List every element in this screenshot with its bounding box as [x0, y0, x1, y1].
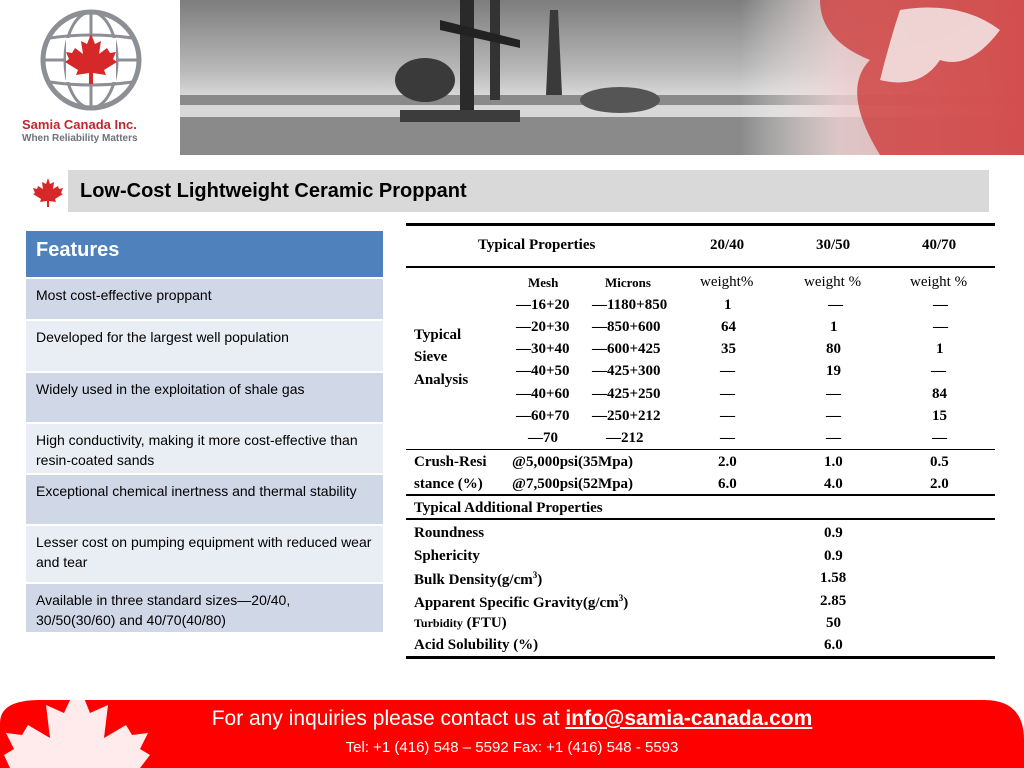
sieve-microns: —250+212 — [592, 408, 661, 424]
additional-value: 0.9 — [824, 525, 843, 541]
globe-maple-leaf-icon — [36, 8, 146, 113]
crush-label-line: Crush-Resi — [414, 454, 487, 470]
header-size-30-50: 30/50 — [816, 237, 851, 253]
sieve-mesh: —70 — [528, 430, 558, 446]
feature-item: Developed for the largest well population — [26, 321, 383, 373]
sieve-mesh: —16+20 — [516, 297, 570, 313]
sieve-value: 35 — [721, 341, 736, 357]
crush-value: 4.0 — [824, 476, 843, 492]
crush-value: 1.0 — [824, 454, 843, 470]
feature-item: High conductivity, making it more cost-effective than resin-coated sands — [26, 424, 383, 475]
unit-weight-40-70: weight % — [910, 274, 968, 290]
additional-properties-heading: Typical Additional Properties — [414, 500, 603, 516]
table-rule — [406, 223, 995, 226]
feature-item: Exceptional chemical inertness and thermal stability — [26, 475, 383, 526]
maple-leaf-icon — [32, 176, 64, 208]
oilfield-banner-image — [180, 0, 1024, 155]
additional-label: Turbidity (FTU) — [414, 615, 507, 631]
unit-weight-20-40: weight% — [700, 274, 754, 290]
sieve-microns: —1180+850 — [592, 297, 668, 313]
feature-item: Available in three standard sizes—20/40, 30/50(30/60) and 40/70(40/80) — [26, 584, 383, 634]
sieve-value: — — [826, 430, 841, 446]
features-heading: Features — [26, 231, 383, 279]
unit-weight-30-50: weight % — [804, 274, 862, 290]
crush-value: 0.5 — [930, 454, 949, 470]
sieve-value: — — [720, 363, 735, 379]
additional-label: Bulk $Density(g/cm^3)$ — [414, 570, 543, 588]
sieve-value: — — [828, 297, 843, 313]
sieve-value: — — [826, 386, 841, 402]
crush-condition: @5,000psi(35Mpa) — [512, 454, 634, 470]
sieve-value: 19 — [826, 363, 841, 379]
additional-value: 6.0 — [824, 637, 843, 653]
additional-value: 1.58 — [820, 570, 847, 586]
table-rule — [406, 266, 995, 268]
additional-label: Apparent Specific $Gravity(g/cm^3)$ — [414, 593, 629, 611]
crush-value: 2.0 — [718, 454, 737, 470]
sieve-label-line: Typical — [414, 327, 462, 343]
sieve-value: 1 — [936, 341, 944, 357]
inquiry-text: For any inquiries please contact us at — [211, 707, 566, 730]
sieve-value: — — [720, 408, 735, 424]
header-banner — [0, 0, 1024, 155]
sieve-mesh: —40+60 — [516, 386, 570, 402]
company-logo — [0, 0, 180, 155]
additional-value: 0.9 — [824, 548, 843, 564]
sieve-value: 1 — [724, 297, 732, 313]
sieve-mesh: —60+70 — [516, 408, 570, 424]
page-title: Low-Cost Lightweight Ceramic Proppant — [80, 179, 467, 202]
feature-item: Widely used in the exploitation of shale gas — [26, 373, 383, 424]
sieve-value: — — [933, 319, 948, 335]
phone-fax-line: Tel: +1 (416) 548 – 5592 Fax: +1 (416) 548 - 5593 — [345, 739, 679, 756]
sieve-value: 15 — [932, 408, 947, 424]
email-link[interactable]: info@samia-canada.com — [565, 707, 813, 730]
additional-label: Sphericity — [414, 548, 480, 564]
sieve-mesh: —20+30 — [516, 319, 570, 335]
features-table — [26, 231, 383, 634]
sieve-value: — — [931, 363, 946, 379]
typical-properties-table — [406, 223, 995, 660]
crush-value: 2.0 — [930, 476, 949, 492]
additional-value: 2.85 — [820, 593, 847, 609]
additional-value: 50 — [826, 615, 841, 631]
sieve-value: — — [826, 408, 841, 424]
feature-item: Most cost-effective proppant — [26, 279, 383, 321]
col-microns: Microns — [605, 275, 651, 290]
sieve-microns: —212 — [606, 430, 644, 446]
table-rule — [406, 494, 995, 496]
table-rule — [406, 518, 995, 520]
sieve-value: — — [933, 297, 948, 313]
contact-footer — [0, 683, 1024, 768]
additional-label: Acid Solubility (%) — [414, 637, 539, 653]
sieve-value: 84 — [932, 386, 947, 402]
table-rule — [406, 656, 995, 659]
sieve-value: — — [720, 386, 735, 402]
col-mesh: Mesh — [528, 275, 559, 290]
sieve-label-line: Sieve — [414, 349, 448, 365]
crush-condition: @7,500psi(52Mpa) — [512, 476, 634, 492]
sieve-value: 64 — [721, 319, 736, 335]
header-size-40-70: 40/70 — [922, 237, 957, 253]
inquiry-line — [0, 707, 1024, 731]
header-size-20-40: 20/40 — [710, 237, 745, 253]
company-name: Samia Canada Inc. — [22, 117, 137, 132]
page-title-bar — [68, 170, 989, 212]
sieve-value: 80 — [826, 341, 841, 357]
sieve-value: — — [932, 430, 947, 446]
sieve-microns: —850+600 — [592, 319, 661, 335]
additional-label: Roundness — [414, 525, 485, 541]
sieve-microns: —600+425 — [592, 341, 661, 357]
sieve-mesh: —30+40 — [516, 341, 570, 357]
sieve-value: 1 — [830, 319, 838, 335]
header-typical-properties: Typical Properties — [478, 237, 596, 253]
table-rule — [406, 449, 995, 450]
company-tagline: When Reliability Matters — [22, 133, 138, 144]
sieve-microns: —425+300 — [592, 363, 661, 379]
crush-label-line: stance (%) — [414, 476, 483, 492]
sieve-microns: —425+250 — [592, 386, 661, 402]
sieve-value: — — [720, 430, 735, 446]
sieve-label-line: Analysis — [414, 372, 469, 388]
sieve-mesh: —40+50 — [516, 363, 570, 379]
feature-item: Lesser cost on pumping equipment with reduced wear and tear — [26, 526, 383, 584]
crush-value: 6.0 — [718, 476, 737, 492]
